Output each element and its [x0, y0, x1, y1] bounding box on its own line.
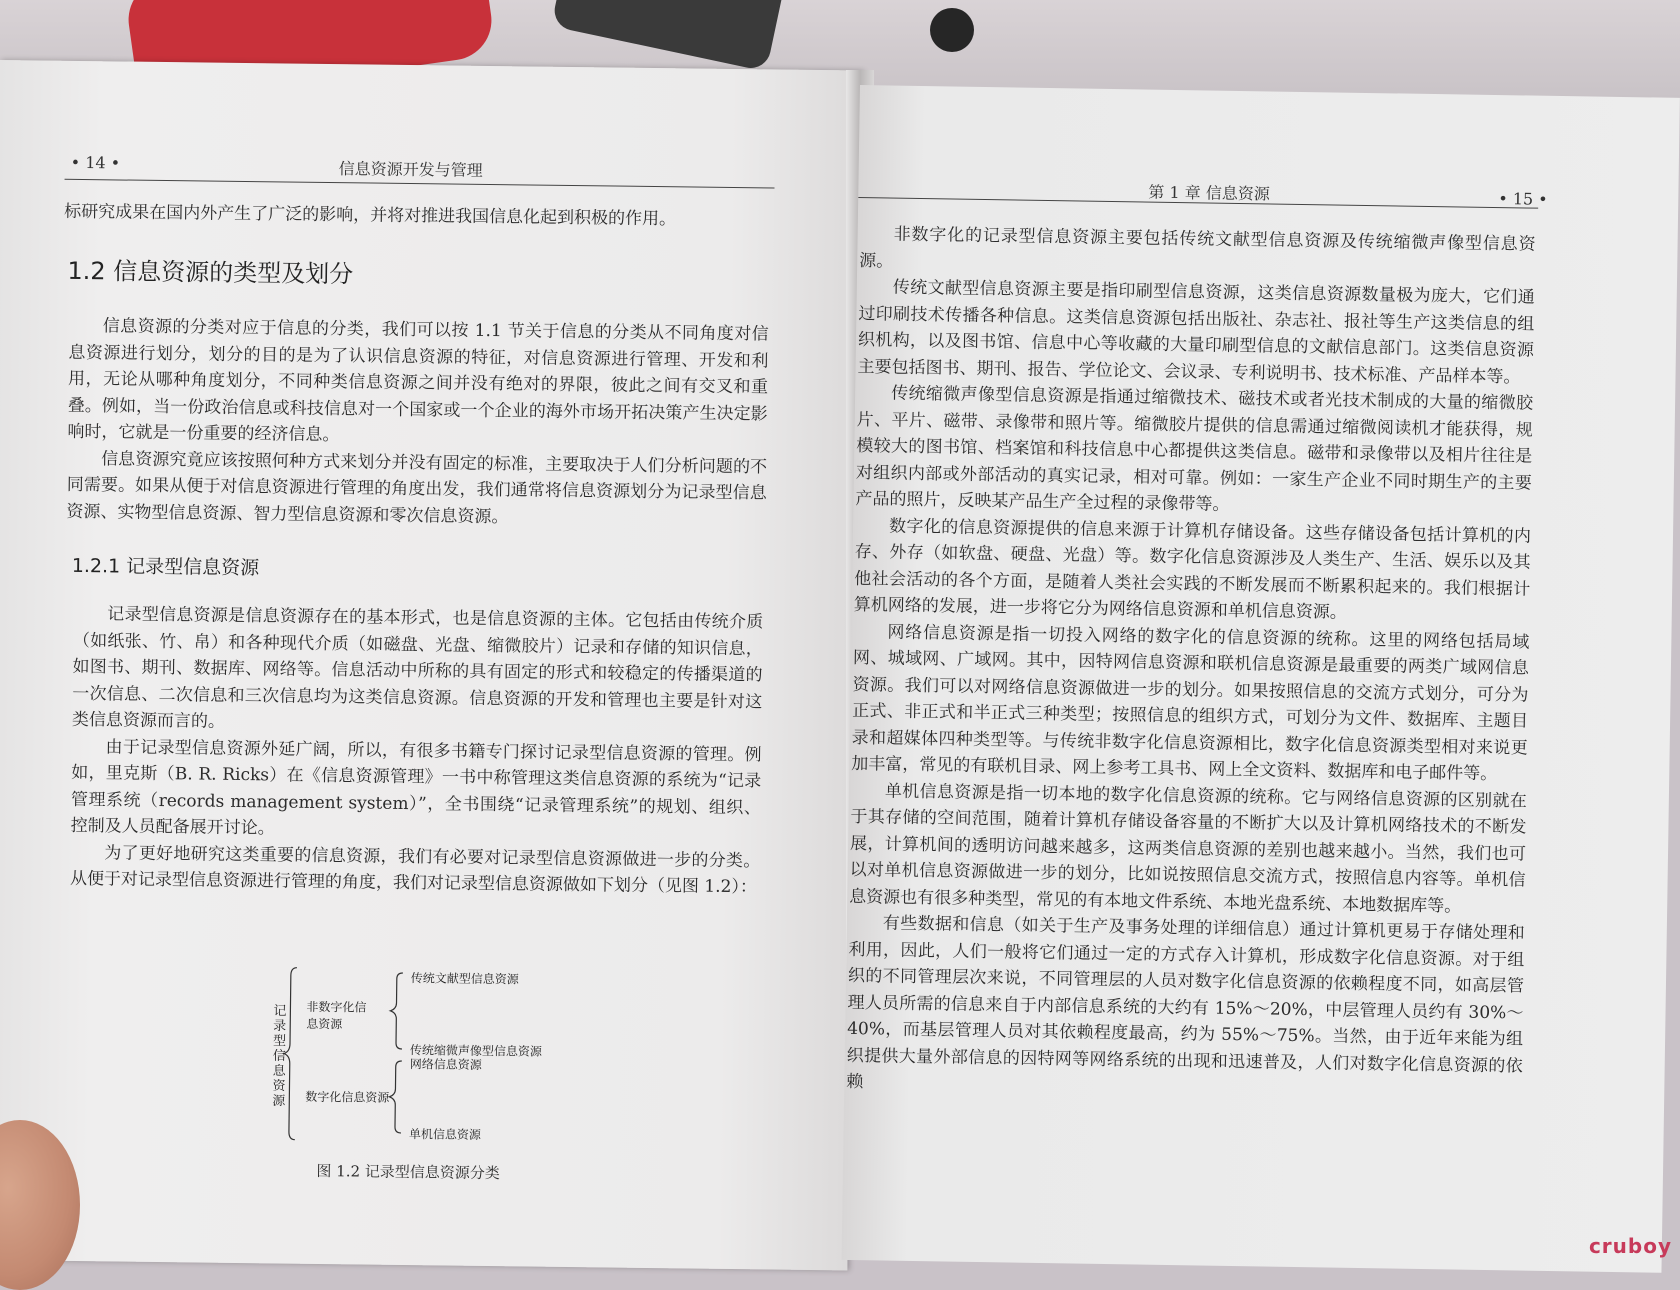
carry-paragraph: 标研究成果在国内外产生了广泛的影响，并将对推进我国信息化起到积极的作用。 — [64, 201, 677, 230]
diagram-branch-non-digital: 非数字化信息资源 — [306, 999, 367, 1032]
left-header-rule — [65, 179, 775, 189]
diagram-branch-digital: 数字化信息资源 — [305, 1089, 390, 1105]
right-paragraph: 非数字化的记录型信息资源主要包括传统文献型信息资源及传统缩微声像型信息资源。 — [859, 224, 1536, 272]
figure-caption: 图 1.2 记录型信息资源分类 — [316, 1161, 500, 1183]
left-page — [0, 60, 862, 1270]
right-paragraph: 有些数据和信息（如关于生产及事务处理的详细信息）通过计算机更易于存储处理和利用，因此，人们一般将它们通过一定的方式存入计算机，形成数字化信息资源。对于组织的不同管理层次来说，不同管理层的人员对数字化信息资源的依赖程度不同，如高层管理人员所需的信息来自于内部信息系统的大约有 15%～20%，中层管理人员约有 30%～40%，而基层管理人员对其依赖程度最高，约为 55%～75%。当然，由于近年来能为组织提供大量外部信息的因特网等网络系统的出现和迅速普及，人们对数字化信息资源的依赖 — [846, 913, 1525, 1093]
right-running-title: 第 1 章 信息资源 — [1148, 182, 1270, 204]
right-paragraph: 数字化的信息资源提供的信息来源于计算机存储设备。这些存储设备包括计算机的内存、外存（如软盘、硬盘、光盘）等。数字化信息资源涉及人类生产、生活、娱乐以及其他社会活动的各个方面，是随着人类社会实践的不断发展而不断累积起来的。我们根据计算机网络的发展，进一步将它分为网络信息资源和单机信息资源。 — [853, 516, 1532, 623]
section-heading: 1.2 信息资源的类型及划分 — [67, 256, 354, 289]
subsection-paragraph: 由于记录型信息资源外延广阔，所以，有很多书籍专门探讨记录型信息资源的管理。例如，里克斯（B. R. Ricks）在《信息资源管理》一书中称管理这类信息资源的系统为“记录管理系统（records management system）”，全书围绕“记录管理系统”的规划、组织、控制及人员配备展开讨论。 — [70, 736, 762, 839]
right-page-number: • 15 • — [1498, 189, 1548, 209]
classification-diagram — [267, 963, 569, 1147]
section-body — [66, 313, 769, 534]
right-paragraph: 单机信息资源是指一切本地的数字化信息资源的统称。它与网络信息资源的区别就在于其存储的空间范围，随着计算机存储设备容量的不断扩大以及计算机网络技术的不断发展，计算机间的透明访问越来越多，这两类信息资源的差别也越来越小。当然，我们也可以对单机信息资源做进一步的划分，比如说按照信息交流方式，按照信息内容等。单机信息资源也有很多种类型，常见的有本地文件系统、本地光盘系统、本地数据库等。 — [849, 780, 1527, 917]
section-paragraph: 信息资源的分类对应于信息的分类，我们可以按 1.1 节关于信息的分类从不同角度对信息资源进行划分，划分的目的是为了认识信息资源的特征，对信息资源进行管理、开发和利用，无论从哪种角度划分，不同种类信息资源之间并没有绝对的界限，彼此之间有交叉和重叠。例如，当一份政治信息或科技信息对一个国家或一个企业的海外市场开拓决策产生决定影响时，它就是一份重要的经济信息。 — [67, 316, 769, 446]
subsection-paragraph: 为了更好地研究这类重要的信息资源，我们有必要对记录型信息资源做进一步的分类。从便于对记录型信息资源进行管理的角度，我们对记录型信息资源做如下划分（见图 1.2）： — [69, 842, 761, 898]
subsection-heading: 1.2.1 记录型信息资源 — [71, 554, 260, 580]
right-page-body — [846, 221, 1536, 1106]
watermark: cruboy — [1588, 1234, 1672, 1258]
right-paragraph: 传统文献型信息资源主要是指印刷型信息资源，这类信息资源数量极为庞大，它们通过印刷技术传播各种信息。这类信息资源包括出版社、杂志社、报社等生产这类信息的组织机构，以及图书馆、信息中心等收藏的大量印刷型信息的文献信息部门。这类信息资源主要包括图书、期刊、报告、学位论文、会议录、专利说明书、技术标准、产品样本等。 — [857, 277, 1535, 387]
diagram-leaf: 单机信息资源 — [408, 1127, 482, 1142]
section-paragraph: 信息资源究竟应该按照何种方式来划分并没有固定的标准，主要取决于人们分析问题的不同需要。如果从便于对信息资源进行管理的角度出发，我们通常将信息资源划分为记录型信息资源、实物型信息资源、智力型信息资源和零次信息资源。 — [66, 448, 768, 527]
diagram-leaf: 网络信息资源 — [409, 1057, 482, 1072]
diagram-leaf: 传统缩微声像型信息资源 — [409, 1043, 543, 1059]
left-page-number: • 14 • — [70, 152, 121, 173]
subsection-paragraph: 记录型信息资源是信息资源存在的基本形式，也是信息资源的主体。它包括由传统介质（如纸张、竹、帛）和各种现代介质（如磁盘、光盘、缩微胶片）记录和存储的知识信息，如图书、期刊、数据库、网络等。信息活动中所称的具有固定的形式和较稳定的传播渠道的一次信息、二次信息和三次信息均为这类信息资源。信息资源的开发和管理也主要是针对这类信息资源而言的。 — [71, 604, 764, 732]
diagram-root-label: 记录型信息资源 — [269, 1003, 286, 1109]
diagram-leaf: 传统文献型信息资源 — [410, 971, 519, 987]
right-page — [842, 85, 1680, 1273]
subsection-body — [70, 601, 764, 901]
non-digital-brace — [390, 973, 403, 1049]
digital-brace — [389, 1061, 402, 1133]
right-paragraph: 传统缩微声像型信息资源是指通过缩微技术、磁技术或者光技术制成的大量的缩微胶片、平片、磁带、录像带和照片等。缩微胶片提供的信息需通过缩微阅读机才能获得，规模较大的图书馆、档案馆和科技信息中心都提供这类信息。磁带和录像带以及相片往往是对组织内部或外部活动的真实记录，相对可靠。例如：一家生产企业不同时期生产的主要产品的照片，反映某产品生产全过程的录像带等。 — [855, 383, 1534, 515]
right-paragraph: 网络信息资源是指一切投入网络的数字化的信息资源的统称。这里的网络包括局域网、城域网、广域网。其中，因特网信息资源和联机信息资源是最重要的两类广域网信息资源。我们可以对网络信息资源做进一步的划分。如果按照信息的交流方式划分，可分为正式、非正式和半正式三种类型；按照信息的组织方式，可划分为文件、数据库、主题目录和超媒体四种类型等。与传统非数字化信息资源相比，数字化信息资源类型相对来说更加丰富，常见的有联机目录、网上参考工具书、网上全文资料、数据库和电子邮件等。 — [851, 621, 1530, 785]
left-running-title: 信息资源开发与管理 — [338, 159, 483, 180]
left-carry-line — [64, 199, 774, 234]
background-dot-pattern — [930, 8, 974, 52]
